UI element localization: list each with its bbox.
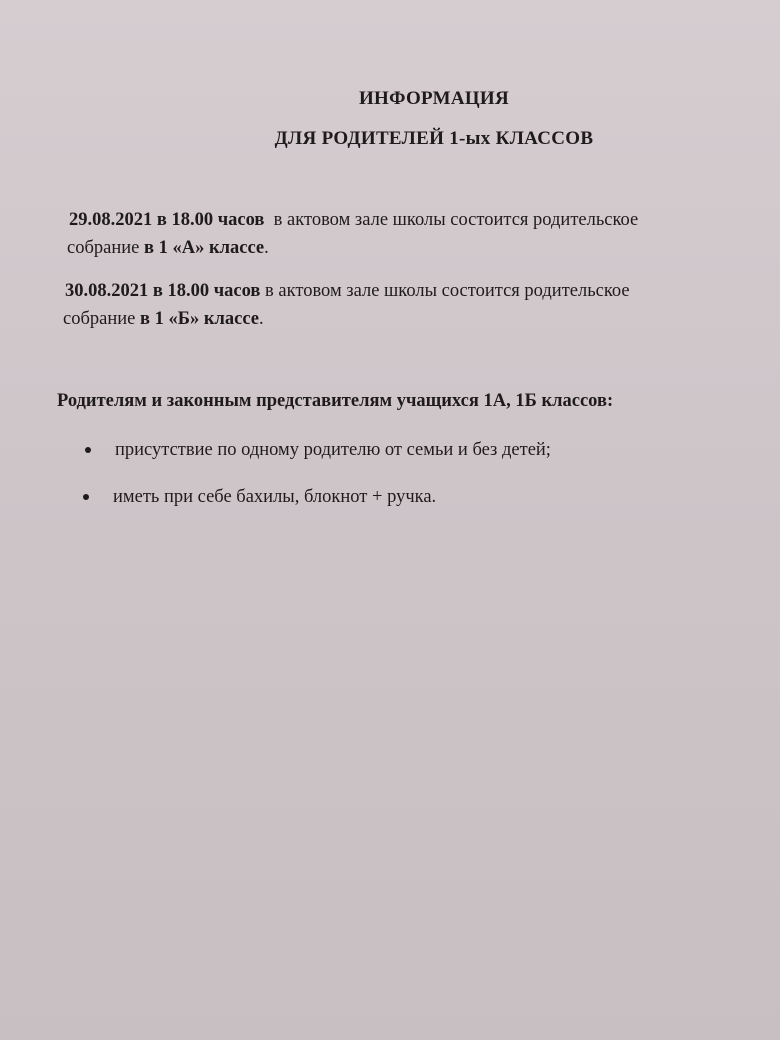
meeting-date-time: 29.08.2021 в 18.00 часов — [69, 210, 265, 230]
bullet-icon — [83, 494, 89, 500]
bullet-icon — [85, 447, 91, 453]
document-subtitle: ДЛЯ РОДИТЕЛЕЙ 1-ых КЛАССОВ — [274, 128, 594, 149]
list-item-text: присутствие по одному родителю от семьи и без детей; — [115, 440, 551, 460]
meeting-text-cont: собрание — [63, 309, 140, 329]
list-item — [83, 483, 551, 530]
meeting-text: в актовом зале школы состоится родительское — [265, 281, 630, 301]
meeting-announcement-1b — [65, 277, 780, 333]
list-item — [85, 436, 551, 483]
document-title: ИНФОРМАЦИЯ — [358, 88, 510, 109]
meeting-class: в 1 «Б» классе — [139, 309, 259, 329]
meeting-text: в актовом зале школы состоится родительское — [273, 210, 639, 230]
meeting-text-cont: собрание — [67, 238, 144, 258]
meeting-period: . — [258, 309, 264, 329]
meeting-date-time: 30.08.2021 в 18.00 часов — [65, 281, 261, 301]
notice-list — [85, 436, 551, 530]
parents-notice-heading: Родителям и законным представителям учащихся 1А, 1Б классов: — [57, 391, 614, 411]
meeting-period: . — [264, 238, 269, 258]
meeting-announcement-1a — [69, 206, 780, 262]
list-item-text: иметь при себе бахилы, блокнот + ручка. — [113, 487, 437, 507]
meeting-class: в 1 «А» классе — [143, 238, 265, 258]
